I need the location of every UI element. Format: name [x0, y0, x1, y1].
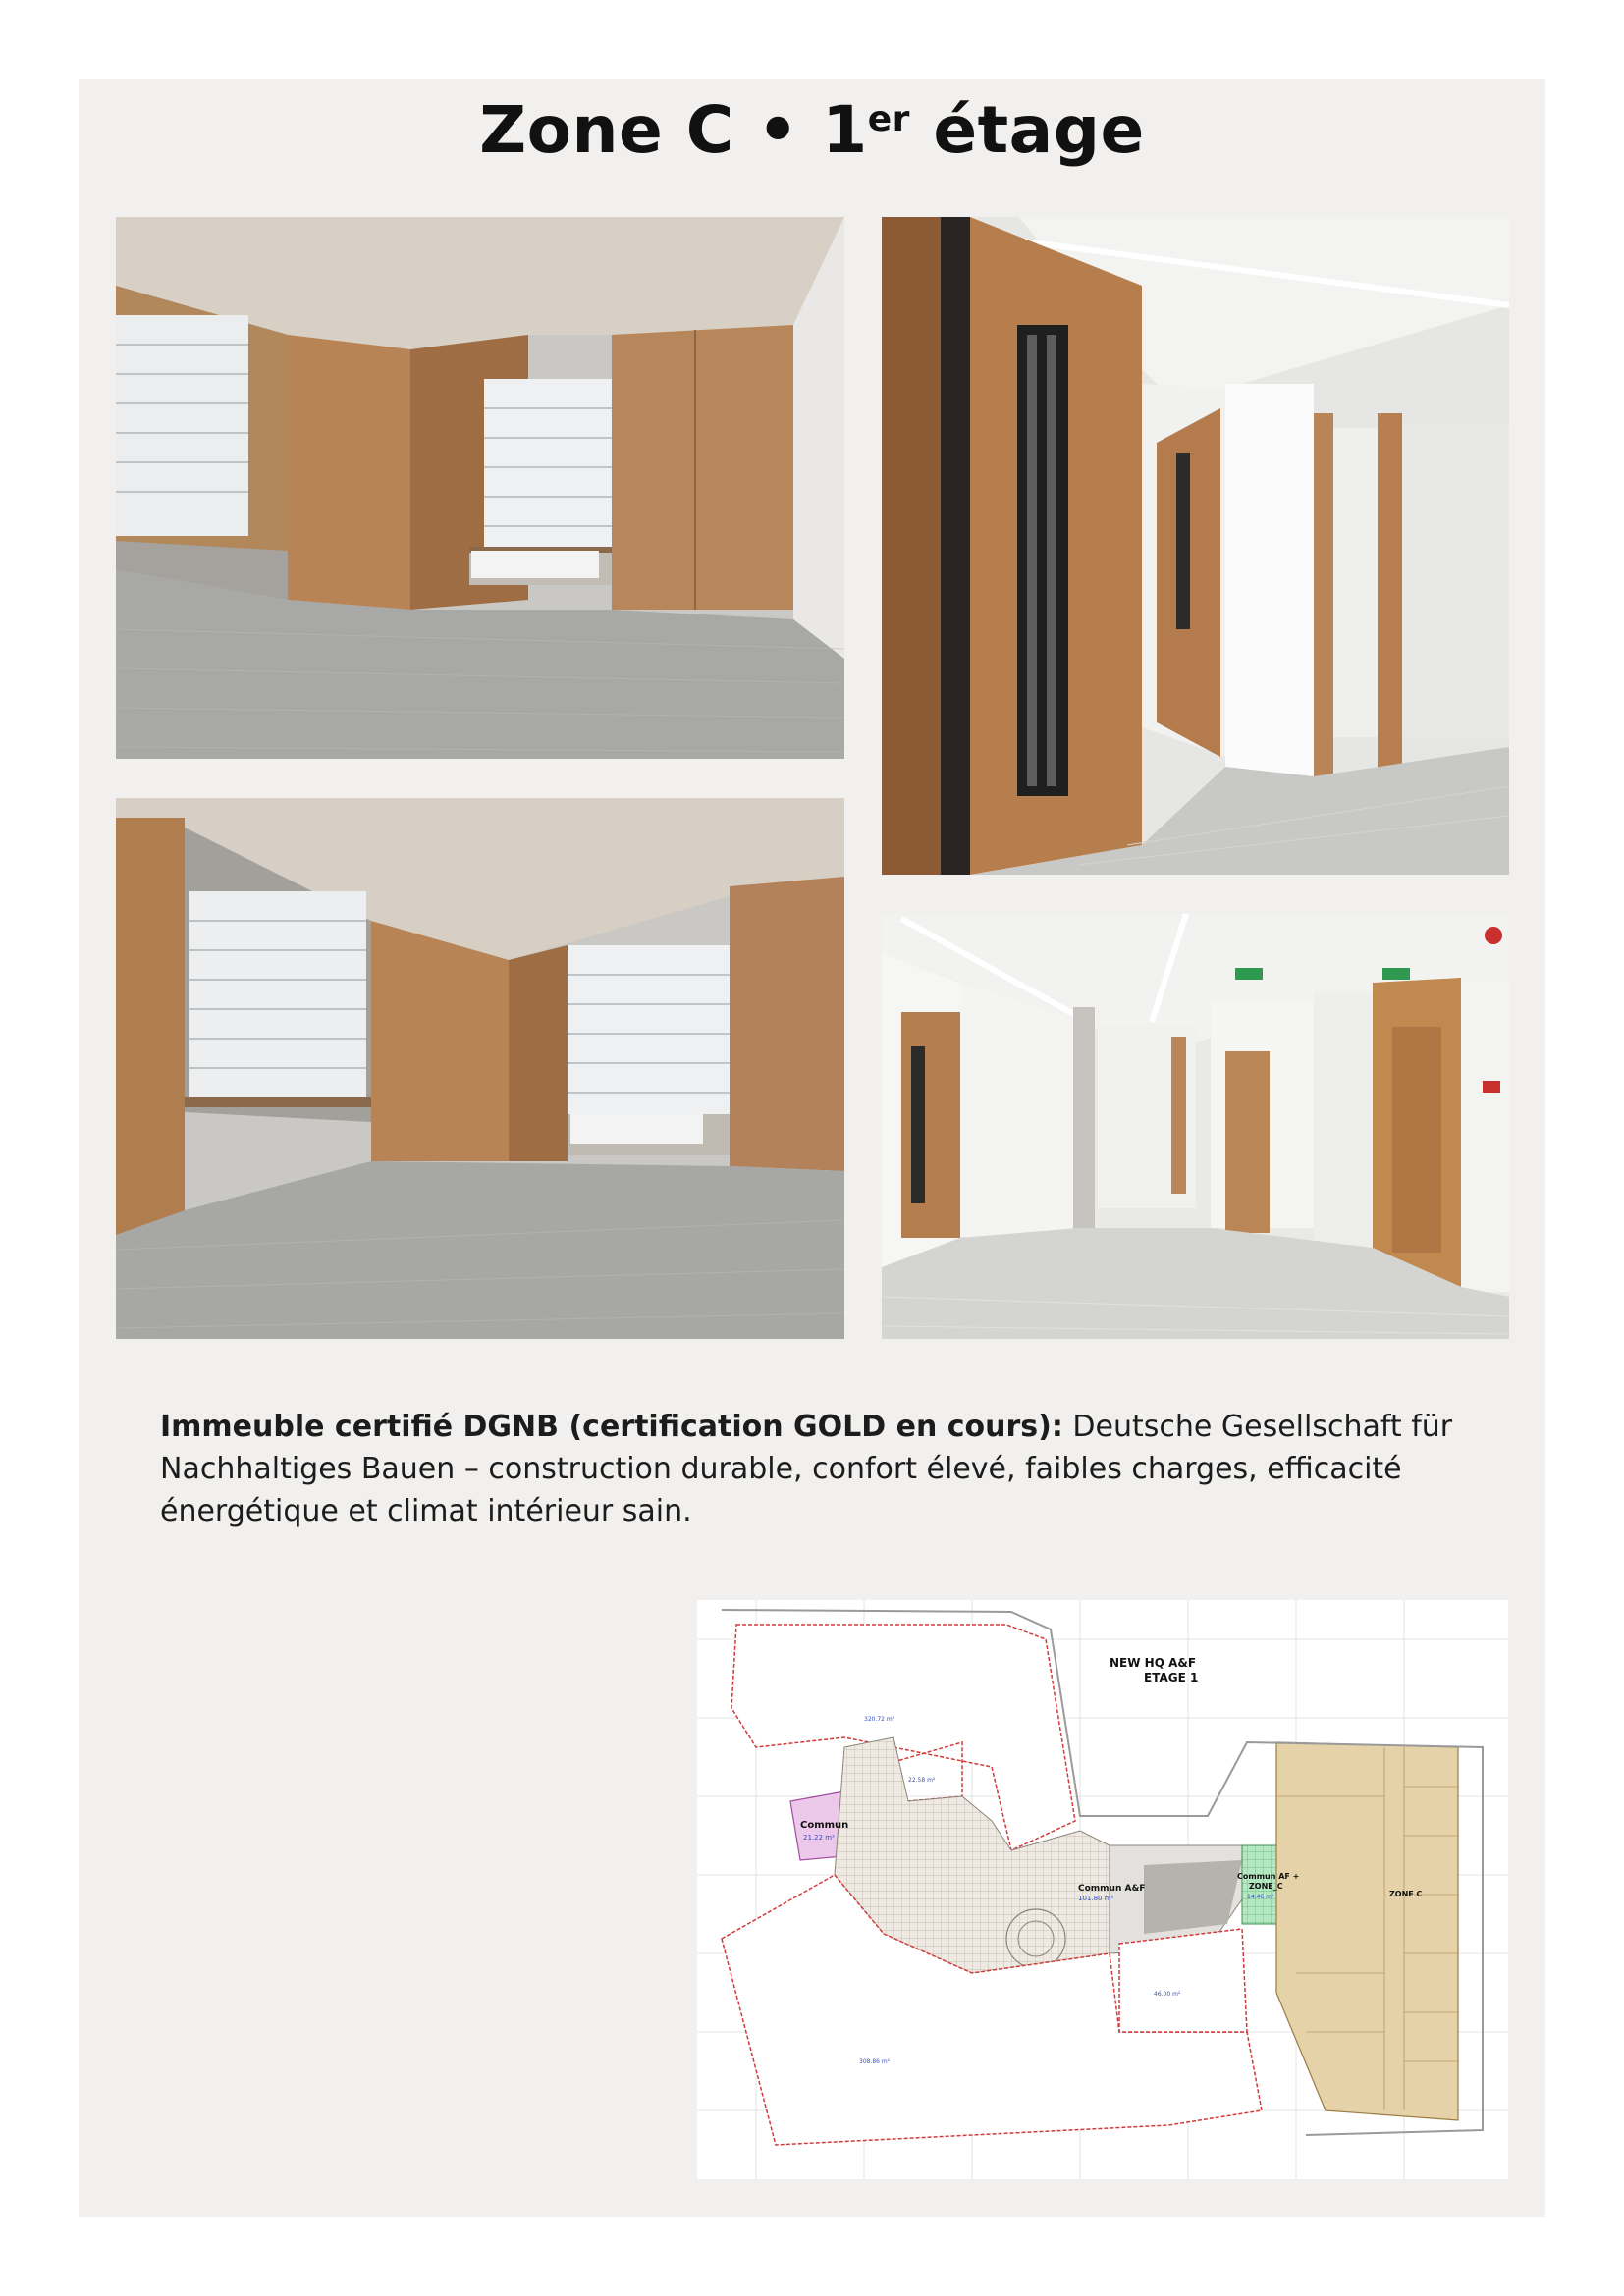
plan-zone-c-label: ZONE C [1389, 1890, 1423, 1898]
certification-text: Deutsche Gesellschaft für Nachhaltiges Bauen – construction durable, confort élevé, faibles charges, efficacité énergétique et climat intérieur sain. [160, 1410, 1453, 1528]
certification-description [160, 1406, 1456, 1532]
plan-area-zone-c [1276, 1742, 1458, 2120]
plan-area-top-label: 320.72 m² [864, 1716, 895, 1723]
plan-area-right [1119, 1929, 1247, 2032]
plan-commun-af-zone-c-label1: Commun AF + [1237, 1872, 1300, 1881]
plan-commun-af-label: Commun A&F [1078, 1884, 1146, 1894]
page-title: Zone C • 1er étage [479, 92, 1145, 168]
plan-area-bottom-label: 308.86 m² [859, 2058, 891, 2065]
plan-title-line2: ETAGE 1 [1144, 1671, 1199, 1684]
photo-hallway [882, 914, 1509, 1339]
plan-area-small-label: 22.58 m² [908, 1777, 936, 1784]
plan-commun-label: Commun [800, 1820, 849, 1831]
plan-commun-af-area: 101.80 m² [1078, 1895, 1114, 1902]
plan-commun-area: 21.22 m² [803, 1834, 835, 1842]
plan-title-line1: NEW HQ A&F [1110, 1656, 1197, 1670]
floor-plan [697, 1600, 1508, 2179]
photo-office-room-2 [116, 798, 844, 1339]
plan-commun-af-zone-c-label2: ZONE_C [1249, 1882, 1283, 1891]
certification-heading: Immeuble certifié DGNB (certification GOLD en cours): [160, 1410, 1063, 1444]
plan-area-right-label: 46.00 m² [1154, 1991, 1181, 1998]
photo-office-room-1 [116, 217, 844, 759]
plan-commun-af-zone-c-area: 14.46 m² [1247, 1894, 1274, 1900]
photo-corridor-doors [882, 217, 1509, 875]
